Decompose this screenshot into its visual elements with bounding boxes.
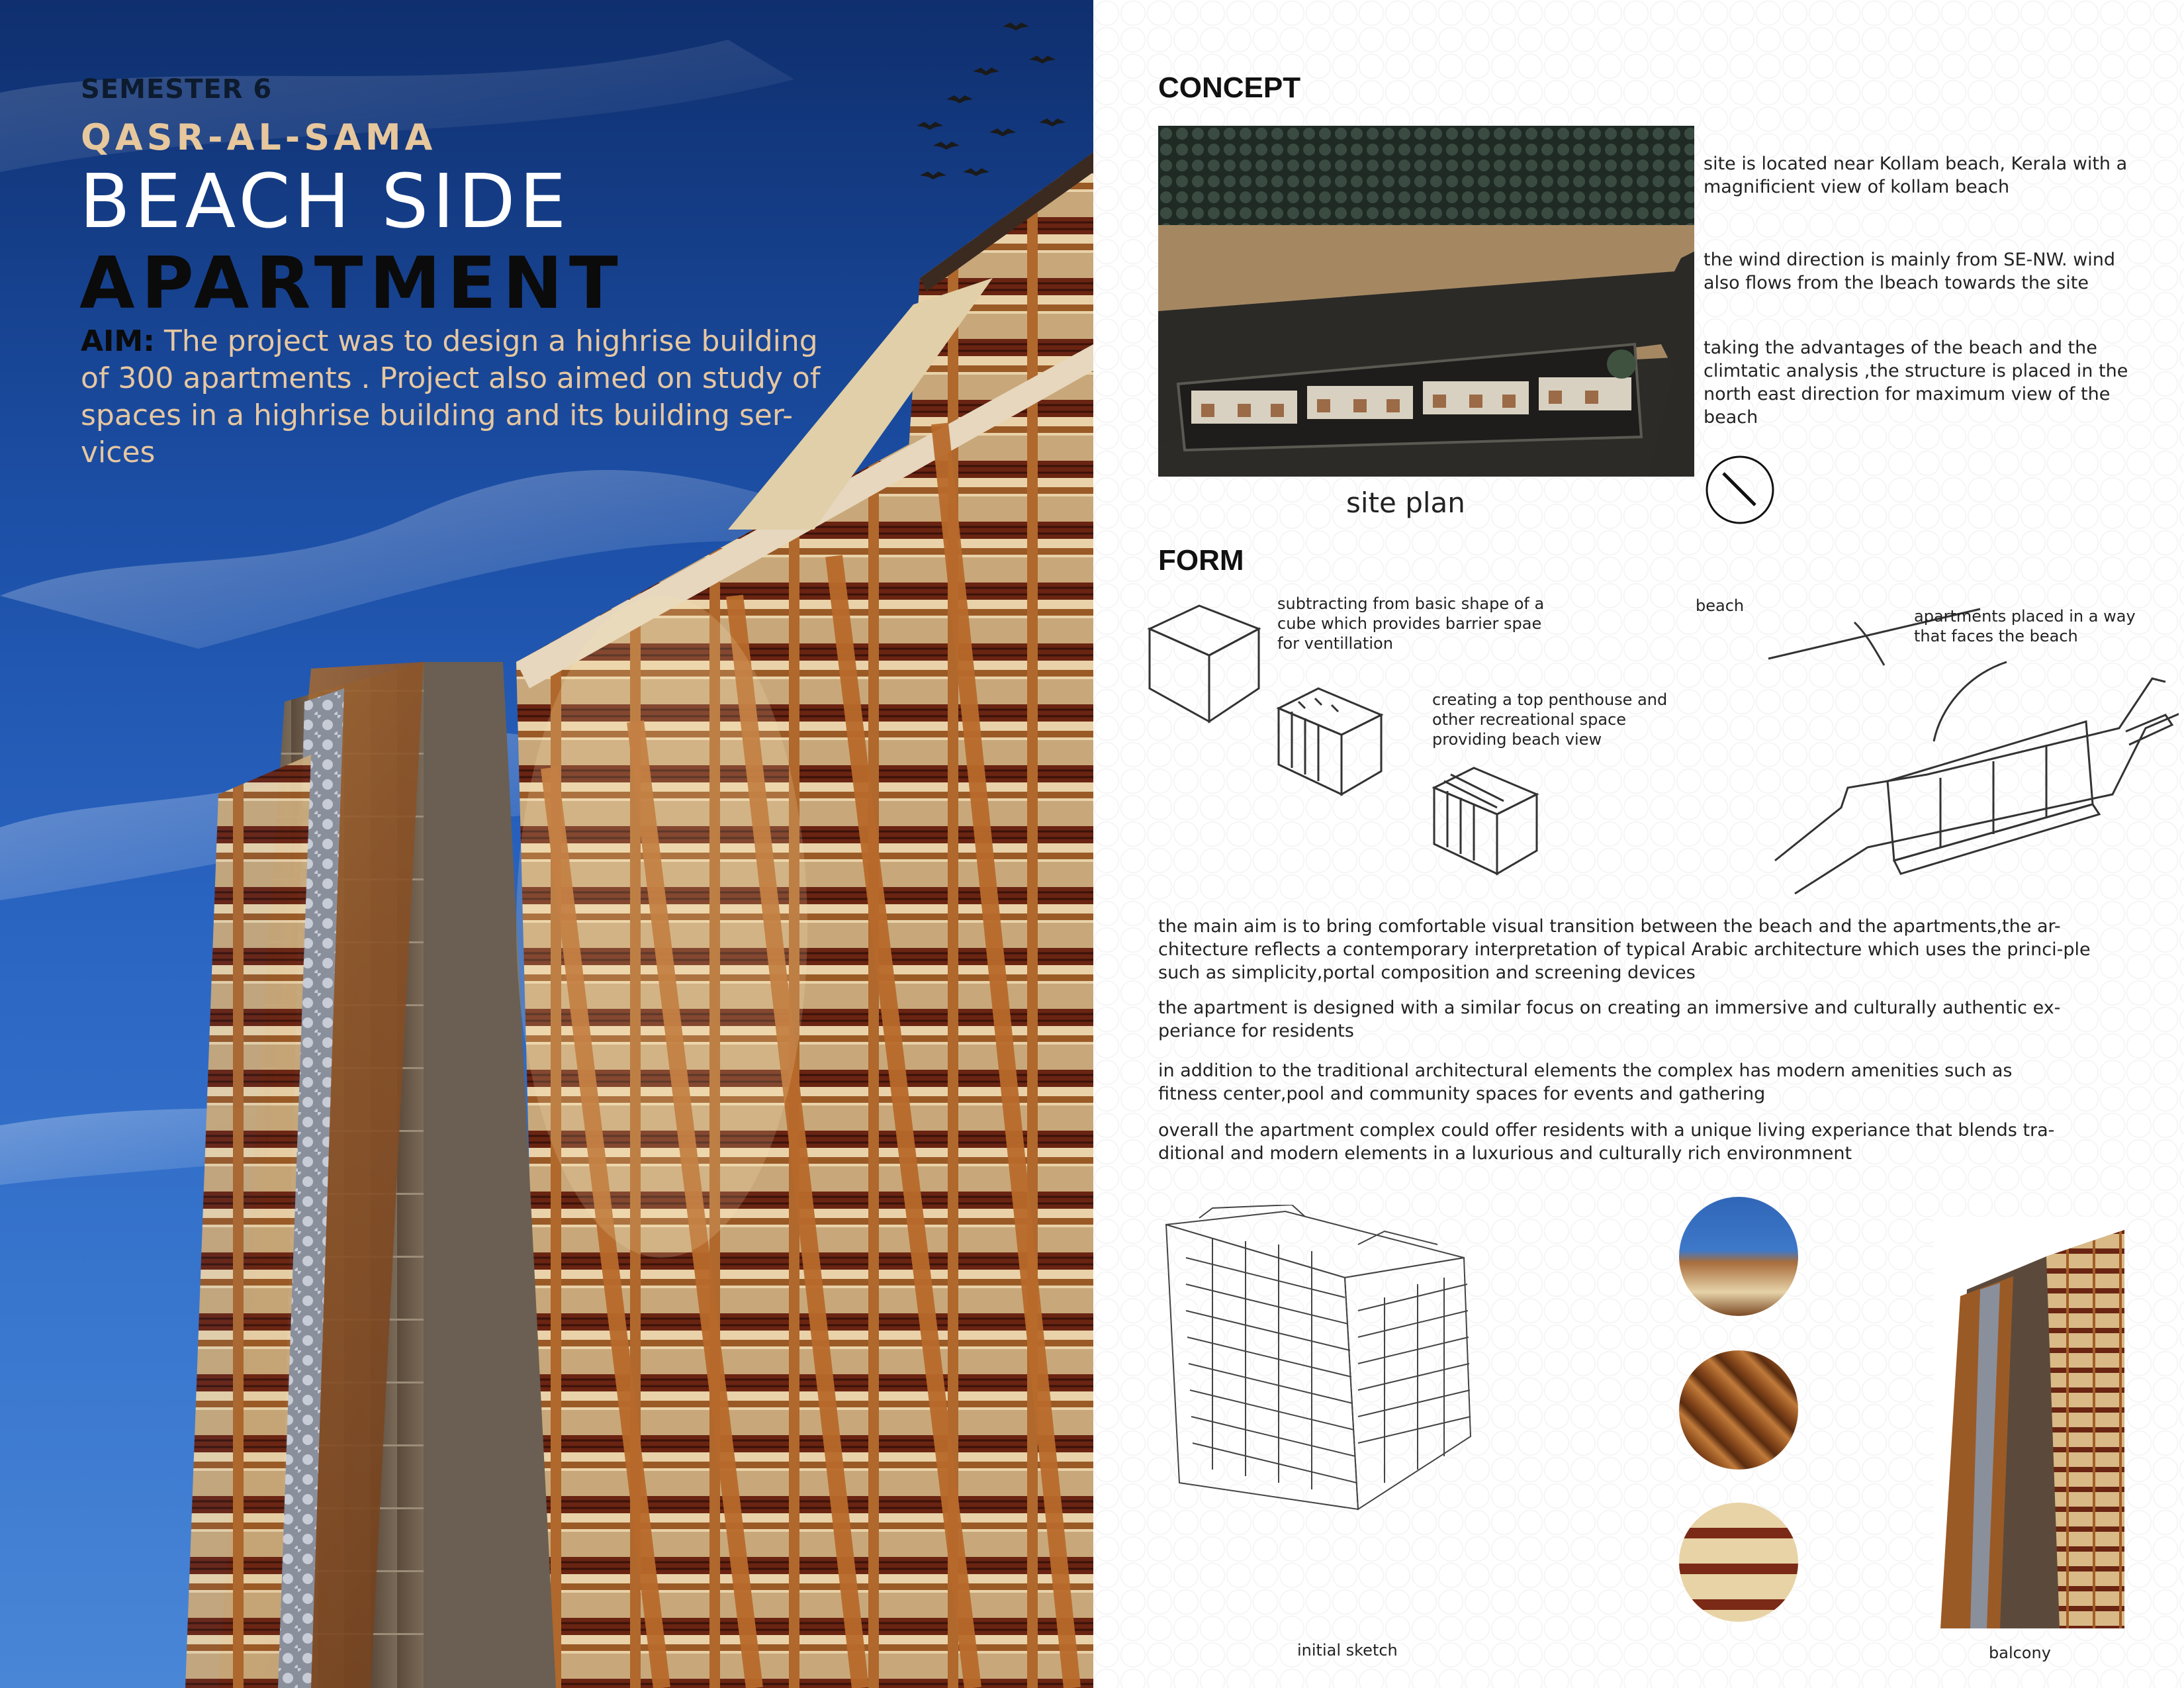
form-step1-note: subtracting from basic shape of a cube which provides barrier spae for ventillation	[1277, 594, 1545, 653]
detail-circle-facade	[1679, 1197, 1798, 1316]
orientation-note: apartments placed in a way that faces the beach	[1914, 607, 2136, 645]
initial-sketch-caption: initial sketch	[1297, 1641, 1398, 1660]
aim-label: AIM:	[81, 324, 155, 358]
info-panel	[1093, 0, 2184, 1688]
initial-sketch-image	[1160, 1205, 1530, 1516]
description-4: overall the apartment complex could offer residents with a unique living experiance that blends tra-ditional and modern elements in a luxurious and culturally rich environmnent	[1158, 1120, 2055, 1164]
form-heading: FORM	[1158, 544, 1244, 577]
concept-note-1: site is located near Kollam beach, Kerala with a magnificient view of kollam beach	[1704, 154, 2128, 197]
description-2: the apartment is designed with a similar focus on creating an immersive and culturally authentic ex-periance for residents	[1158, 998, 2061, 1041]
concept-note-2: the wind direction is mainly from SE-NW. wind also flows from the lbeach towards the site	[1704, 250, 2116, 293]
aim-text: The project was to design a highrise building of 300 apartments . Project also aimed on study of spaces in a highrise building and its building ser-vices	[81, 324, 821, 469]
beach-label: beach	[1696, 596, 1745, 615]
title-line1: BEACH SIDE	[79, 159, 570, 245]
site-plan-caption: site plan	[1346, 487, 1465, 519]
title-line2: APARTMENT	[79, 242, 625, 325]
form-step2-note: creating a top penthouse and other recreational space providing beach view	[1432, 690, 1668, 749]
concept-heading: CONCEPT	[1158, 71, 1301, 104]
detail-circle-balcony	[1679, 1503, 1798, 1622]
description-3: in addition to the traditional architectural elements the complex has modern amenities such as fitness center,pool and community spaces for events and gathering	[1158, 1060, 2013, 1104]
project-name: QASR-AL-SAMA	[81, 117, 437, 158]
site-plan-image	[1158, 126, 1694, 477]
balcony-caption: balcony	[1989, 1644, 2051, 1662]
detail-circle-pattern	[1679, 1350, 1798, 1470]
semester-label: SEMESTER 6	[81, 74, 273, 105]
north-arrow-icon	[1704, 453, 1776, 526]
concept-note-3: taking the advantages of the beach and the climtatic analysis ,the structure is placed in the north east direction for maximum view of the beach	[1704, 338, 2128, 428]
aim-paragraph	[81, 323, 829, 471]
balcony-render-image	[1934, 1217, 2124, 1628]
description-1: the main aim is to bring comfortable visual transition between the beach and the apartments,the ar-chitecture reflects a contemporary interpretation of typical Arabic architecture which uses the princi-ple such as simplicity,portal composition and screening devices	[1158, 916, 2091, 983]
